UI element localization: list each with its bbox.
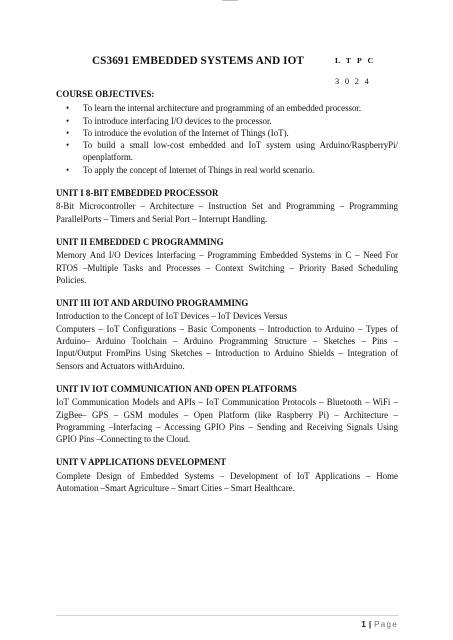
- unit-heading: UNIT II EMBEDDED C PROGRAMMING: [56, 236, 224, 247]
- objective-item: [56, 102, 398, 114]
- syllabus-content: [56, 88, 398, 494]
- unit-heading: UNIT I 8-BIT EMBEDDED PROCESSOR: [56, 188, 219, 199]
- unit-heading: UNIT IV IOT COMMUNICATION AND OPEN PLATFORMS: [56, 383, 297, 394]
- page-separator: |: [368, 620, 372, 629]
- objective-text: To build a small low-cost embedded and IoT system using Arduino/RaspberryPi/ openplatform.: [83, 140, 398, 163]
- course-title: CS3691 EMBEDDED SYSTEMS AND IOT: [92, 55, 304, 67]
- top-edge-mark: [222, 0, 238, 1]
- unit-heading: UNIT V APPLICATIONS DEVELOPMENT: [56, 457, 227, 468]
- unit-4: [56, 383, 398, 445]
- ltpc-label: L T P C: [335, 56, 376, 65]
- objective-item: [56, 164, 398, 176]
- unit-body: Memory And I/O Devices Interfacing – Programming Embedded Systems in C – Need For RTOS –Multiple Tasks and Processes – Context Switching – Priority Based Scheduling Policies.: [56, 250, 398, 285]
- objectives-heading: COURSE OBJECTIVES:: [56, 89, 155, 99]
- objective-text: To learn the internal architecture and programming of an embedded processor.: [83, 103, 362, 114]
- objective-item: [56, 139, 398, 164]
- objective-text: To introduce interfacing I/O devices to the processor.: [83, 115, 272, 126]
- bullet-icon: •: [66, 127, 70, 138]
- objective-item: [56, 127, 398, 139]
- page-label: Page: [374, 620, 398, 629]
- objective-item: [56, 115, 398, 127]
- bullet-icon: •: [66, 164, 70, 175]
- unit-2: [56, 236, 398, 286]
- bullet-icon: •: [66, 103, 70, 114]
- objective-text: To introduce the evolution of the Internet of Things (IoT).: [83, 127, 289, 138]
- objectives-list: [56, 102, 398, 176]
- unit-5: [56, 456, 398, 494]
- unit-body: [56, 310, 398, 371]
- unit-heading: UNIT III IOT AND ARDUINO PROGRAMMING: [56, 298, 249, 309]
- bullet-icon: •: [66, 140, 70, 151]
- course-header: [92, 55, 413, 85]
- page-number: 1: [361, 620, 366, 629]
- unit-body: 8-Bit Microcontroller – Architecture – Instruction Set and Programming – Programming ParallelPorts – Timers and Serial Port – Interrupt Handling.: [56, 201, 398, 224]
- bullet-icon: •: [66, 115, 70, 126]
- unit-body: Complete Design of Embedded Systems – Development of IoT Applications – Home Automation –Smart Agriculture – Smart Cities – Smart Healthcare.: [56, 470, 398, 494]
- objective-text: To apply the concept of Internet of Things in real world scenario.: [83, 164, 315, 175]
- unit-3: [56, 297, 398, 372]
- unit-body: IoT Communication Models and APIs – IoT Communication Protocols – Bluetooth – WiFi – ZigBee– GPS – GSM modules – Open Platform (like Raspberry Pi) – Architecture – Programming –Interfacing – Accessing GPIO Pins – Sending and Receiving Signals Using GPIO Pins –Connecting to the Cloud.: [56, 397, 398, 445]
- page-footer: [361, 620, 398, 629]
- unit-1: [56, 187, 398, 225]
- footer-divider: [56, 615, 399, 616]
- unit-body-text: Computers – IoT Configurations – Basic Components – Introduction to Arduino – Types of Arduino– Arduino Toolchain – Arduino Programming Structure – Sketches – Pins – Input/Output FromPins Using Sketches – Introduction to Arduino Shields – Integration of Sensors and Actuators withArduino.: [56, 323, 398, 371]
- unit-intro-line: Introduction to the Concept of IoT Devices – IoT Devices Versus: [56, 311, 288, 322]
- ltpc-values: 3 0 2 4: [335, 77, 371, 86]
